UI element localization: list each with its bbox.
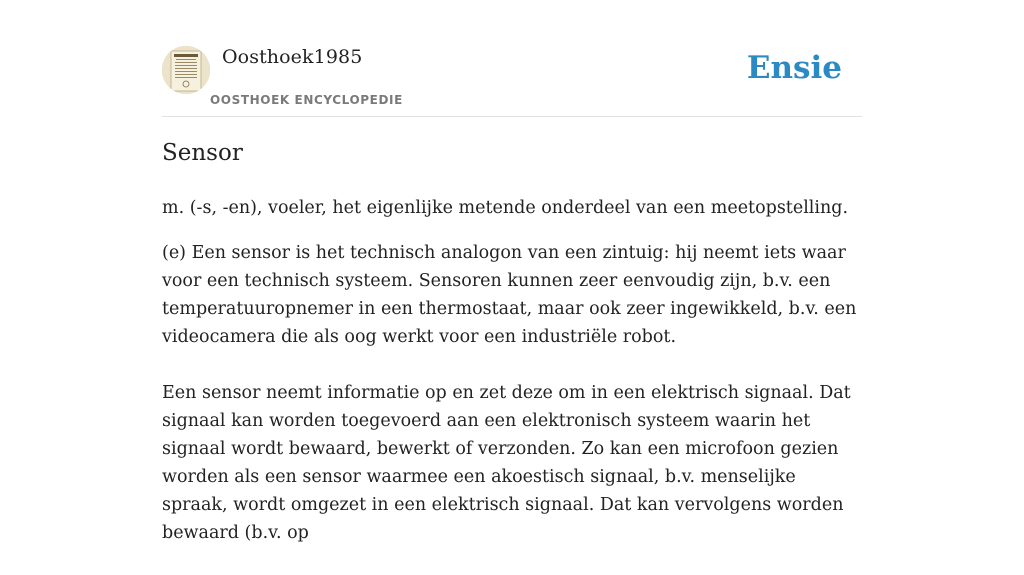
article-lead: m. (-s, -en), voeler, het eigenlijke metende onderdeel van een meetopstelling. [162,198,849,218]
author-name[interactable]: Oosthoek1985 [222,46,363,68]
ensie-logo-link[interactable]: Ensie [746,50,842,86]
header [162,0,862,117]
book-cover-avatar-icon[interactable] [162,46,210,94]
article-page [162,0,862,543]
source-label[interactable]: OOSTHOEK ENCYCLOPEDIE [210,93,403,107]
article-paragraph: Een sensor neemt informatie op en zet deze om in een elektrisch signaal. Dat signaal kan worden toegevoerd aan een elektronisch systeem waarin het signaal wordt bewaard, bewerkt of verzonden. Zo kan een microfoon gezien worden als een sensor waarmee een akoestisch signaal, b.v. menselijke spraak, wordt omgezet in een elektrisch signaal. Dat kan vervolgens worden bewaard (b.v. op [162,383,851,543]
article-title: Sensor [162,140,243,166]
article-paragraph: (e) Een sensor is het technisch analogon van een zintuig: hij neemt iets waar voor een technisch systeem. Sensoren kunnen zeer eenvoudig zijn, b.v. een temperatuuropnemer in een thermostaat, maar ook zeer ingewikkeld, b.v. een videocamera die als oog werkt voor een industriële robot. [162,243,857,347]
article-body [162,239,862,575]
